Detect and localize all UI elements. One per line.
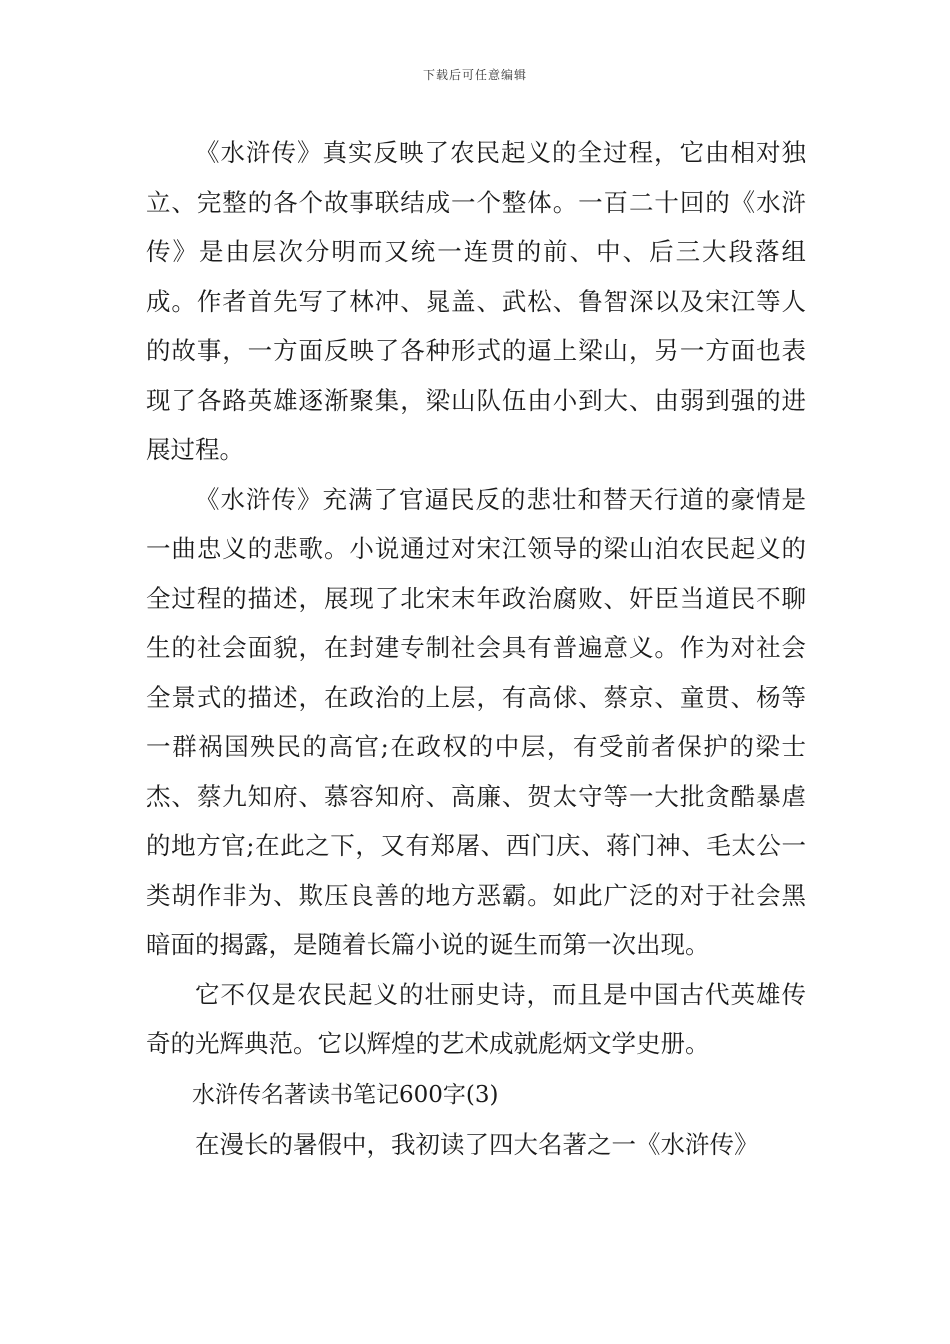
document-body	[146, 128, 806, 1170]
paragraph-1: 《水浒传》真实反映了农民起义的全过程，它由相对独立、完整的各个故事联结成一个整体。一百二十回的《水浒传》是由层次分明而又统一连贯的前、中、后三大段落组成。作者首先写了林冲、晁盖、武松、鲁智深以及宋江等人的故事，一方面反映了各种形式的逼上梁山，另一方面也表现了各路英雄逐渐聚集，梁山队伍由小到大、由弱到强的进展过程。	[146, 138, 806, 464]
section-heading: 水浒传名著读书笔记600字(3)	[192, 1081, 499, 1108]
page-header-note: 下载后可任意编辑	[422, 68, 527, 82]
paragraph-3: 它不仅是农民起义的壮丽史诗，而且是中国古代英雄传奇的光辉典范。它以辉煌的艺术成就彪炳文学史册。	[146, 979, 806, 1058]
paragraph-4: 在漫长的暑假中，我初读了四大名著之一《水浒传》	[195, 1130, 759, 1159]
paragraph-2: 《水浒传》充满了官逼民反的悲壮和替天行道的豪情是一曲忠义的悲歌。小说通过对宋江领导的梁山泊农民起义的全过程的描述，展现了北宋末年政治腐败、奸臣当道民不聊生的社会面貌，在封建专制社会具有普遍意义。作为对社会全景式的描述，在政治的上层，有高俅、蔡京、童贯、杨等一群祸国殃民的高官;在政权的中层，有受前者保护的梁士杰、蔡九知府、慕容知府、高廉、贺太守等一大批贪酷暴虐的地方官;在此之下，又有郑屠、西门庆、蒋门神、毛太公一类胡作非为、欺压良善的地方恶霸。如此广泛的对于社会黑暗面的揭露，是随着长篇小说的诞生而第一次出现。	[146, 484, 806, 959]
